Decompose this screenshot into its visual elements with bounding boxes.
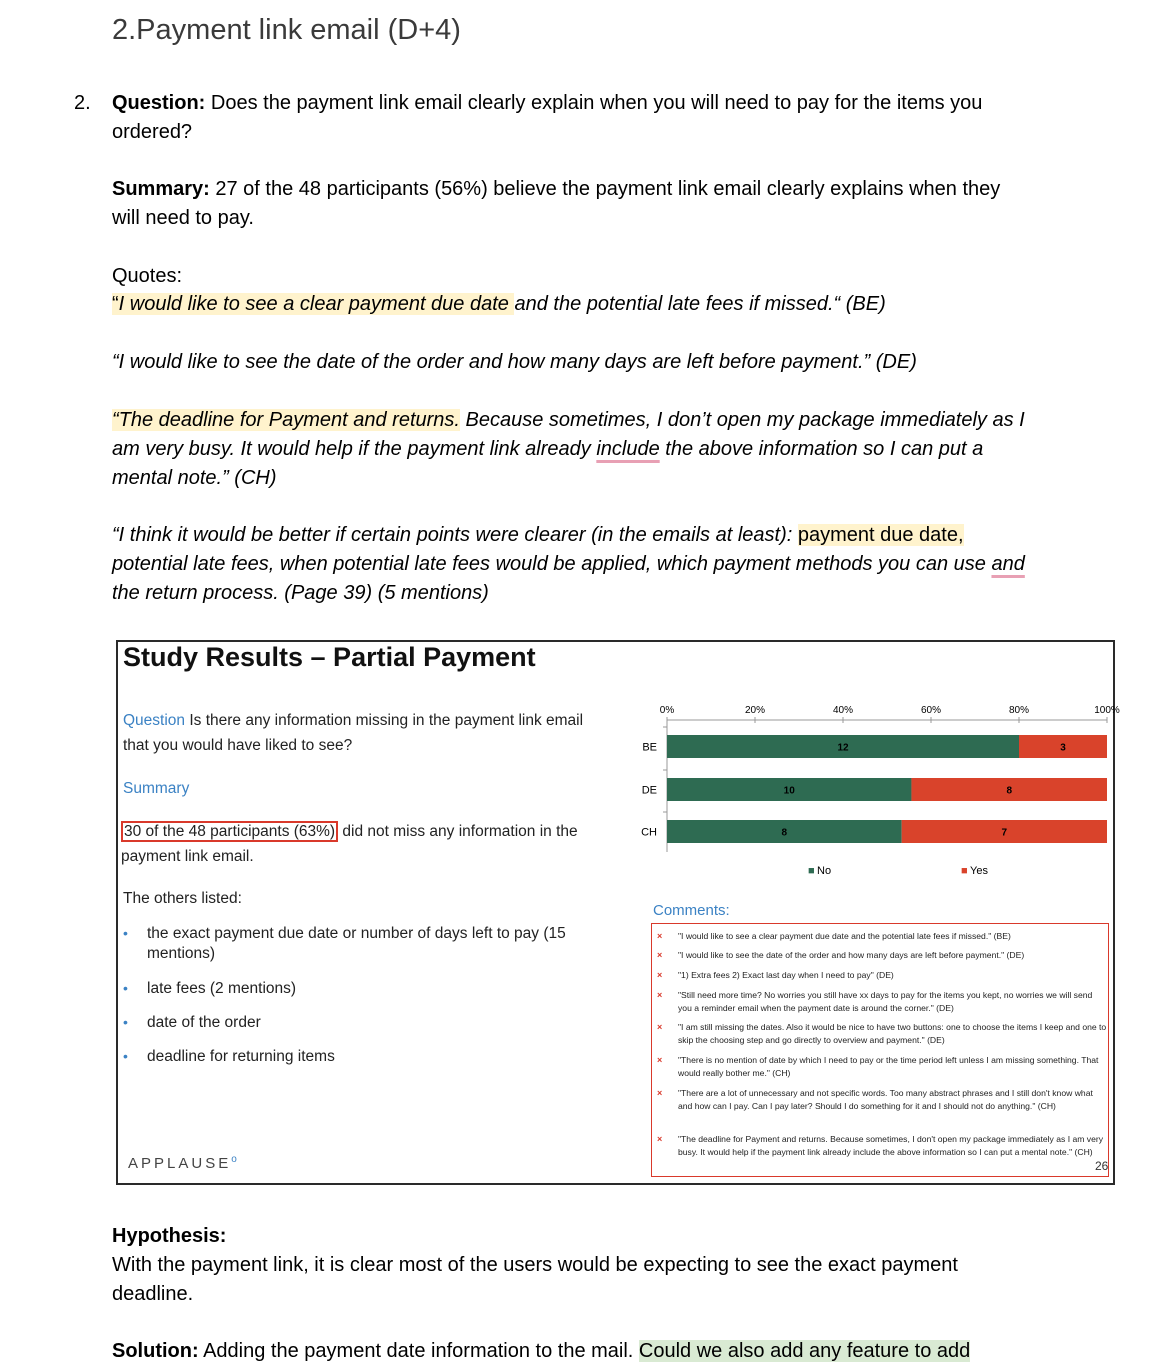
category-label: DE — [641, 784, 657, 797]
quote-1 — [112, 290, 1042, 319]
category-label: BE — [642, 741, 657, 754]
bar-data-label: 7 — [1001, 827, 1008, 839]
slide-title: Study Results – Partial Payment — [123, 642, 536, 672]
comments-title: Comments: — [653, 902, 730, 919]
study-results-slide — [116, 640, 1120, 1185]
quote-4 — [112, 521, 1042, 608]
slide-summary-rest: did not miss any information in the payment link email. — [121, 823, 578, 865]
bar-data-label: 10 — [783, 785, 795, 797]
cross-icon: × — [657, 931, 663, 941]
quote-4-before: “I think it would be better if certain points were clearer (in the emails at least): — [112, 524, 798, 546]
page-number: 26 — [1095, 1159, 1109, 1173]
legend-label: Yes — [970, 865, 988, 877]
slide-question-text: Is there any information missing in the payment link email that you would have liked to see? — [123, 712, 584, 754]
comment-item: × "I would like to see a clear payment due date and the potential late fees if missed." (BE) — [657, 931, 1011, 941]
x-tick-label: 80% — [1008, 705, 1030, 716]
slide-question — [123, 708, 603, 758]
cross-icon: × — [657, 990, 663, 1000]
comment-item: × "1) Extra fees 2) Exact last day when I need to pay" (DE) — [657, 970, 894, 980]
cross-icon: × — [657, 1134, 663, 1144]
solution-paragraph — [112, 1337, 1142, 1366]
quote-4-underlined: and — [991, 553, 1025, 575]
x-tick-label: 0% — [659, 705, 675, 716]
legend-marker: ■ — [808, 865, 815, 877]
slide-others-label: The others listed: — [123, 890, 242, 907]
hypothesis-label: Hypothesis: — [112, 1225, 227, 1247]
list-number: 2. — [74, 92, 91, 114]
quote-2: “I would like to see the date of the order and how many days are left before payment.” (DE) — [112, 351, 917, 373]
comment-item: × "There are a lot of unnecessary and not specific words. Too many abstract phrases and I still don't know what and how can I pay. Can I pay later? Should I do something for it and I should not do anything." (CH) — [657, 1088, 1093, 1111]
quote-1-rest: and the potential late fees if missed.“ (BE) — [514, 293, 886, 315]
comments-box — [651, 923, 1109, 1177]
quote-3-highlight: “The deadline for Payment and returns. — [112, 409, 460, 431]
category-label: CH — [641, 826, 657, 839]
x-tick-label: 40% — [832, 705, 854, 716]
slide-bullet-list: • the exact payment due date or number of days left to pay (15 mentions) • late fees (2 mentions) • date of the order • deadline for returning items — [123, 925, 566, 1065]
summary-text: 27 of the 48 participants (56%) believe the payment link email clearly explains when they will need to pay. — [112, 178, 1001, 229]
slide-question-label: Question — [123, 712, 186, 729]
comment-item: × "There is no mention of date by which I need to pay or the time period left unless I am missing something. That would really bother me." (CH) — [657, 1055, 1099, 1078]
comment-item: × "I would like to see the date of the order and how many days are left before payment." (DE) — [657, 950, 1025, 960]
question-paragraph — [112, 89, 1032, 147]
x-tick-label: 20% — [744, 705, 766, 716]
legend-label: No — [817, 865, 832, 877]
x-tick-label: 60% — [920, 705, 942, 716]
applause-logo-ring-icon: o — [231, 1154, 240, 1165]
slide-summary — [121, 819, 601, 869]
question-text: Does the payment link email clearly explain when you will need to pay for the items you ordered? — [112, 92, 983, 143]
comment-item: × "Still need more time? No worries you still have xx days to pay for the items you kept, no worries we will send you a reminder email when the payment date is around the corner." (DE) — [657, 990, 1093, 1013]
bar-data-label: 3 — [1060, 742, 1066, 754]
summary-label: Summary: — [112, 178, 210, 200]
stacked-bar-chart — [638, 702, 1120, 882]
quote-3 — [112, 406, 1042, 493]
quotes-label: Quotes: — [112, 265, 183, 287]
quote-1-highlight: I would like to see a clear payment due date — [118, 293, 515, 315]
legend-marker: ■ — [961, 865, 968, 877]
summary-paragraph — [112, 175, 1032, 233]
cross-icon: × — [657, 1055, 663, 1065]
solution-text: Adding the payment date information to the mail. — [198, 1340, 639, 1362]
quote-4-highlight: payment due date, — [797, 524, 964, 546]
section-heading: 2.Payment link email (D+4) — [112, 14, 461, 46]
cross-icon: × — [657, 950, 663, 960]
quote-3-underlined: include — [596, 438, 660, 460]
quote-4-rest1: potential late fees, when potential late fees would be applied, which payment methods you can use — [112, 553, 992, 575]
applause-logo-text: APPLAUSE — [128, 1155, 232, 1172]
quote-3-rest2: the above information so I can put a mental note.” (CH) — [112, 438, 984, 489]
cross-icon: × — [657, 1088, 663, 1098]
cross-icon: × — [657, 970, 663, 980]
bar-data-label: 8 — [1006, 785, 1013, 797]
solution-label: Solution: — [112, 1340, 199, 1362]
bar-data-label: 8 — [781, 827, 788, 839]
x-tick-label: 100% — [1094, 705, 1120, 716]
quote-4-rest2: the return process. (Page 39) (5 mentions) — [112, 582, 489, 604]
applause-logo — [128, 1154, 240, 1172]
comment-item: × "I am still missing the dates. Also it would be nice to have two buttons: one to choose the items I keep and one to skip the choosing step and go directly to overview and payment." (DE) — [657, 1022, 1107, 1045]
solution-highlight: Could we also add any feature to add — [638, 1340, 971, 1362]
cross-icon: × — [657, 1022, 663, 1032]
bar-data-label: 12 — [837, 742, 849, 754]
question-label: Question: — [112, 92, 206, 114]
slide-summary-boxed: 30 of the 48 participants (63%) — [121, 821, 338, 842]
quote-3-rest1: Because sometimes, I don’t open my package immediately as I am very busy. It would help if the payment link already — [112, 409, 1025, 460]
slide-summary-label: Summary — [123, 780, 190, 797]
quote-1-open: “ — [112, 293, 119, 315]
comment-item: × "The deadline for Payment and returns. Because sometimes, I don't open my package immediately as I am very busy. It would help if the payment link already include the above information so I can put a mental note." (CH) — [657, 1134, 1104, 1157]
hypothesis-text: With the payment link, it is clear most of the users would be expecting to see the exact payment deadline. — [112, 1254, 958, 1305]
